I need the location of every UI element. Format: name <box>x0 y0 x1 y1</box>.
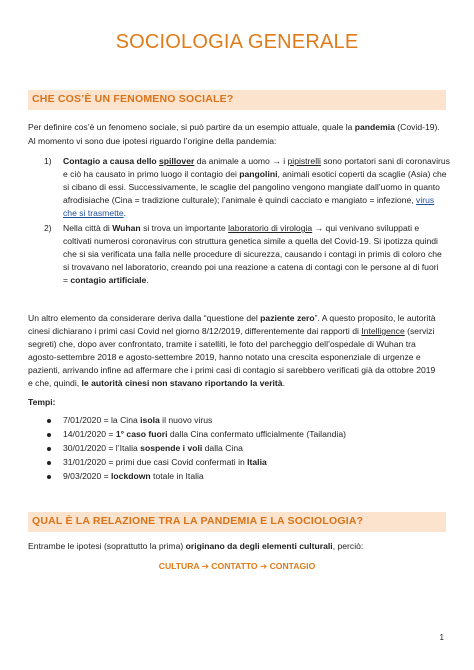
item2-line-1 <box>63 223 419 234</box>
para3-text: , perciò: <box>332 541 364 551</box>
item2-line-2: coltivati numerosi coronavirus con struttura genetica simile a quella del Covid-19. Si ipotizza quindi <box>63 236 438 246</box>
para2-intelligence: Intelligence <box>361 326 405 336</box>
tempi-label <box>28 397 56 408</box>
para2-text: e che, quindi, <box>28 378 82 388</box>
para2-line-6 <box>28 378 285 389</box>
item2-laboratorio: laboratorio di virologia <box>228 223 313 233</box>
item1-line-2 <box>63 169 447 180</box>
para3-emphasis: originano da degli elementi culturali <box>185 541 333 551</box>
tempi-item-emphasis: isola <box>140 415 160 425</box>
tempi-item-text: totale in Italia <box>150 471 204 481</box>
tempi-item-emphasis: lockdown <box>111 471 151 481</box>
para2-paziente-zero: paziente zero <box>260 313 315 323</box>
tempi-item <box>63 457 267 468</box>
item1-line-1 <box>63 156 450 167</box>
page-number: 1 <box>439 633 444 642</box>
item1-text: sono portatori sani di coronavirus <box>320 156 450 166</box>
para2-line-5: pazienti, arrivando infine ad affermare che i primi casi di contagio si sarebbero verificati già da ottobre 2019 <box>28 365 436 375</box>
item1-line-4 <box>63 195 434 206</box>
bullet-icon <box>47 419 51 423</box>
item1-line-3: si cibano di essi. Successivamente, le scaglie del pangolino vengono mangiate dall’uomo in quanto <box>63 182 440 192</box>
bullet-icon <box>47 433 51 437</box>
tempi-item-text: 31/01/2020 = primi due casi Covid confermati in <box>63 457 248 467</box>
para2-text: . <box>282 378 285 388</box>
tempi-item-text: 7/01/2020 = la Cina <box>63 415 141 425</box>
tempi-item <box>63 471 204 482</box>
para2-line-3: segreti) che, dopo aver confrontato, tramite i satelliti, le foto del parcheggio dell’ospedale di Wuhan tra <box>28 339 416 349</box>
bullet-icon <box>47 475 51 479</box>
culture-contact-contagion-chain: CULTURA ➔ CONTATTO ➔ CONTAGIO <box>158 561 316 571</box>
intro-text: (Covid-19). <box>394 122 440 132</box>
para2-line-1 <box>28 313 436 324</box>
item2-text: Nella città di <box>63 223 113 233</box>
item2-line-4: si trovavano nel laboratorio, creando poi una reazione a catena di contagi con le persone al di fuori <box>63 262 439 272</box>
tempi-item <box>63 443 243 454</box>
bullet-icon <box>47 447 51 451</box>
item-number-1: 1) <box>44 156 52 166</box>
item1-text: e ciò ha causato in primo luogo il contagio dei <box>63 169 240 179</box>
para3-line <box>28 541 363 552</box>
item1-text: afrodisiache (Cina = tradizione culturale); l’animale è quindi cacciato e mangiato = infezione, <box>63 195 417 205</box>
tempi-item-emphasis: 1° caso fuori <box>115 429 168 439</box>
item1-trasmette-link: che si trasmette <box>63 208 124 218</box>
item2-text: . <box>146 275 149 285</box>
section-heading-1 <box>28 90 446 110</box>
item1-text: Contagio a causa dello <box>63 156 159 166</box>
para2-text: ”. A questo proposito, le autorità <box>314 313 436 323</box>
item1-pangolini: pangolini <box>239 169 278 179</box>
tempi-item-emphasis: Italia <box>247 457 267 467</box>
item1-spillover: spillover <box>158 156 195 166</box>
item1-text: da animale a uomo → i <box>194 156 288 166</box>
para2-line-4: agosto-settembre 2018 e agosto-settembre 2019, hanno notato una crescita esponenziale di urgenze e <box>28 352 421 362</box>
item2-line-3: che si sia verificata una falla nelle procedure di sicurezza, causando i contagi in primis di coloro che <box>63 249 442 259</box>
item-number-2: 2) <box>44 223 52 233</box>
tempi-item-text: il nuovo virus <box>159 415 213 425</box>
item2-text: → qui venivano sviluppati e <box>312 223 420 233</box>
tempi-item-emphasis: sospende i voli <box>140 443 203 453</box>
para2-text: Un altro elemento da considerare deriva dalla “questione del <box>28 313 261 323</box>
section-heading-2 <box>28 512 446 532</box>
intro-text: Per definire cos’è un fenomeno sociale, si può partire da un esempio attuale, quale la <box>28 122 355 132</box>
item1-line-5 <box>63 208 126 219</box>
section-heading-1-text: CHE COS’È UN FENOMENO SOCIALE? <box>32 93 234 105</box>
tempi-label-text: Tempi: <box>28 397 56 407</box>
bullet-icon <box>47 461 51 465</box>
item1-text: . <box>123 208 127 218</box>
item1-text: , animali esotici coperti da scaglie (Asia) che <box>277 169 447 179</box>
intro-line-1 <box>28 122 440 133</box>
tempi-item-text: 9/03/2020 = <box>63 471 112 481</box>
intro-keyword-pandemia: pandemia <box>354 122 395 132</box>
intro-line-2: Al momento vi sono due ipotesi riguardo l’origine della pandemia: <box>28 136 277 146</box>
tempi-item <box>63 429 346 440</box>
para2-conclusion: le autorità cinesi non stavano riportando la verità <box>81 378 283 388</box>
tempi-item-text: dalla Cina <box>202 443 243 453</box>
section-heading-2-text: QUAL È LA RELAZIONE TRA LA PANDEMIA E LA SOCIOLOGIA? <box>32 515 364 527</box>
item1-pipistrelli: pipistrelli <box>287 156 321 166</box>
para2-line-2 <box>28 326 434 337</box>
tempi-item <box>63 415 212 426</box>
tempi-item-text: 30/01/2020 = l’Italia <box>63 443 141 453</box>
item2-text: = <box>63 275 71 285</box>
tempi-item-text: 14/01/2020 = <box>63 429 116 439</box>
para2-text: cinesi dichiarano i primi casi Covid nel giorno 8/12/2019, differentemente dai rapporti di <box>28 326 362 336</box>
item1-virus-link: virus <box>416 195 435 205</box>
item2-wuhan: Wuhan <box>112 223 141 233</box>
para3-text: Entrambe le ipotesi (soprattutto la prima) <box>28 541 186 551</box>
para2-text: (servizi <box>404 326 435 336</box>
item2-line-5 <box>63 275 149 286</box>
document-title: SOCIOLOGIA GENERALE <box>115 31 359 53</box>
item2-contagio-artificiale: contagio artificiale <box>70 275 147 285</box>
item2-text: si trova un importante <box>140 223 229 233</box>
tempi-item-text: dalla Cina confermato ufficialmente (Tailandia) <box>167 429 346 439</box>
